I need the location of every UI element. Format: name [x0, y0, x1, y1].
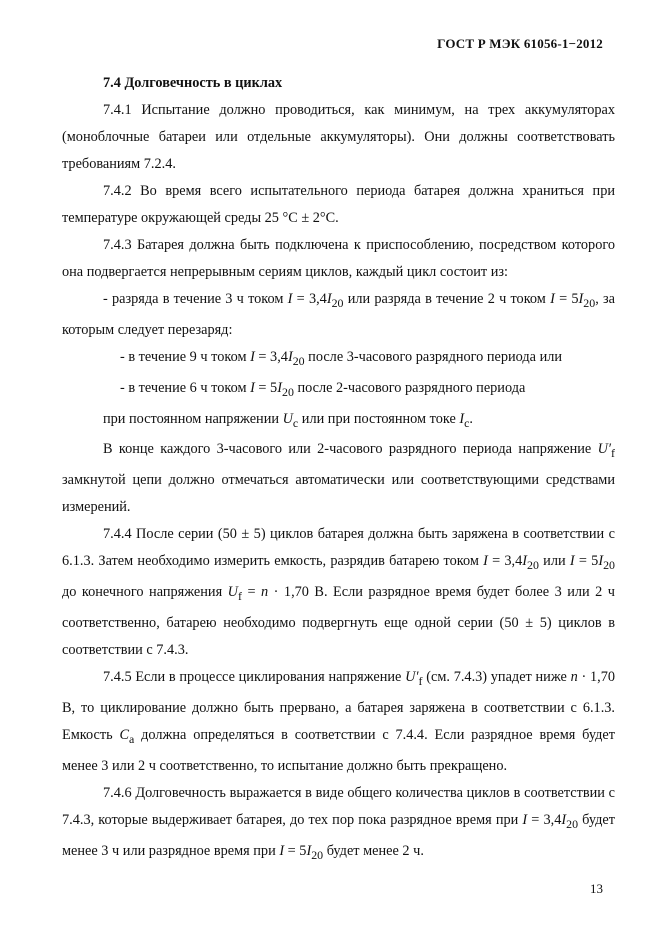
paragraph-end-of-period: В конце каждого 3-часового или 2-часового разрядного периода напряжение $U'_f$ замкнутой цепи должно отмечаться автоматически или соответствующими средствами измерений. — [62, 441, 615, 516]
paragraph-7-4-6: 7.4.6 Долговечность выражается в виде общего количества циклов в соответствии с 7.4.3, которые выдерживает батарея, до тех пор пока разрядное время при $I = 3,4I_{20}$ будет менее 3 ч или разрядное время при $I = 5I_{20}$ будет менее 2 ч. — [62, 784, 615, 862]
list-item-constant: при постоянном напряжении $U_c$ или при постоянном токе $I_c$. — [103, 410, 473, 430]
section-title: 7.4 Долговечность в циклах — [103, 75, 283, 91]
list-item-discharge: - разряда в течение 3 ч током $I = 3,4I_{20}$ или разряда в течение 2 ч током $I = 5I_{20}$, за которым следует перезаряд: — [62, 291, 615, 338]
document-header: ГОСТ Р МЭК 61056-1−2012 — [437, 36, 603, 51]
paragraph-7-4-4: 7.4.4 После серии (50 ± 5) циклов батарея должна быть заряжена в соответствии с 6.1.3. Затем необходимо измерить емкость, разрядив батарею током $I = 3,4I_{20}$ или $I = 5I_{20}$ до конечного напряжения $U_f = n \cdot 1,70$ В. Если разрядное время будет более 3 или 2 ч соответственно, батарею необходимо подвергнуть еще одной серии (50 ± 5) циклов в соответствии с 7.4.3. — [62, 526, 615, 659]
list-item-charge-6h: - в течение 6 ч током $I = 5I_{20}$ после 2-часового разрядного периода — [120, 379, 526, 399]
paragraph-7-4-1: 7.4.1 Испытание должно проводиться, как минимум, на трех аккумуляторах (моноблочные батареи или отдельные аккумуляторы). Они должны соответствовать требованиям 7.2.4. — [62, 102, 615, 172]
paragraph-7-4-5: 7.4.5 Если в процессе циклирования напряжение $U'_f$ (см. 7.4.3) упадет ниже n · 1,70 В, то циклирование должно быть прервано, а батарея заряжена в соответствии с 6.1.3. Емкость $C_a$ должна определяться в соответствии с 7.4.4. Если разрядное время будет менее 3 или 2 ч соответственно, то испытание должно быть прекращено. — [62, 669, 616, 774]
paragraph-7-4-2: 7.4.2 Во время всего испытательного периода батарея должна храниться при температуре окружающей среды 25 °С ± 2°С. — [62, 183, 615, 226]
paragraph-7-4-3: 7.4.3 Батарея должна быть подключена к приспособлению, посредством которого она подвергается непрерывным сериям циклов, каждый цикл состоит из: — [62, 237, 615, 280]
list-item-charge-9h: - в течение 9 ч током $I = 3,4I_{20}$ после 3-часового разрядного периода или — [120, 348, 563, 368]
document-body — [62, 70, 615, 868]
page-number: 13 — [590, 881, 603, 896]
